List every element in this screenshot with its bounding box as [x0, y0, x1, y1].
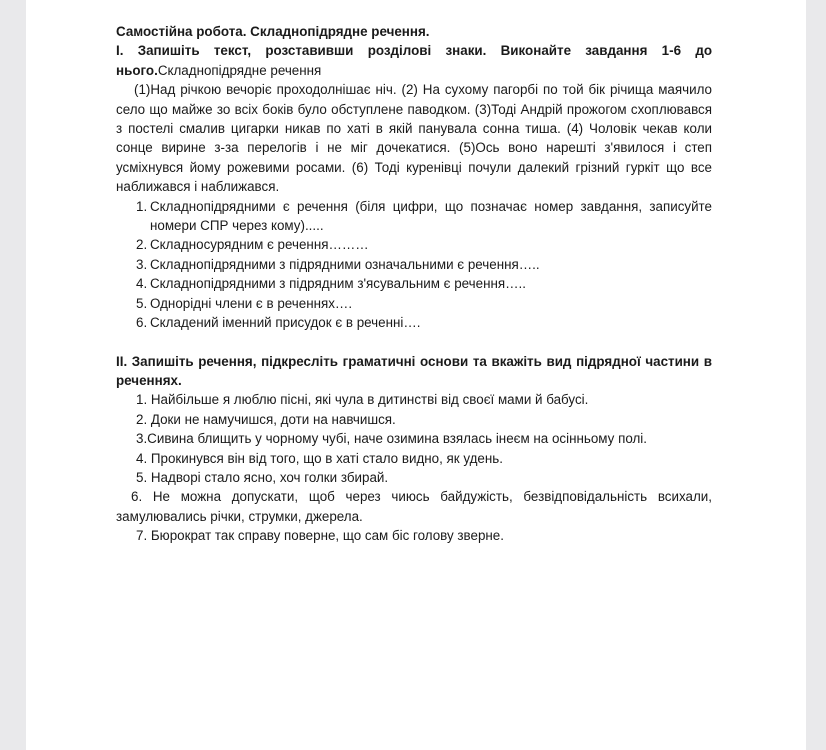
question-text: Складнопідрядними з підрядними означальними є речення…..: [150, 256, 540, 272]
task-2-sentence: 3.Сивина блищить у чорному чубі, наче озимина взялась інеєм на осінньому полі.: [136, 431, 647, 447]
document-content: [116, 22, 712, 546]
task-1-questions: [116, 197, 712, 333]
question-number: 2.: [136, 237, 148, 253]
question-number: 3.: [136, 256, 148, 272]
question-number: 4.: [136, 276, 148, 292]
document-title: Самостійна робота. Складнопідрядне речення.: [116, 24, 430, 39]
task-1-heading-tail: Складнопідрядне речення: [157, 62, 322, 78]
question-number: 1.: [136, 198, 148, 214]
task-2-sentence: 1. Найбільше я люблю пісні, які чула в дитинстві від своєї мами й бабусі.: [136, 392, 589, 408]
question-text: Однорідні члени є в реченнях….: [150, 295, 353, 311]
task-1-question: [116, 255, 712, 274]
question-text: Складений іменний присудок є в реченні….: [150, 315, 421, 331]
question-text: Складнопідрядними є речення (біля цифри, що позначає номер завдання, записуйте номери СПР через кому).....: [150, 198, 712, 234]
task-1-text: (1)Над річкою вечоріє проходолнішає ніч. (2) На сухому пагорбі по той бік річища маячило село що майже зо всіх боків було обступлене паводком. (3)Тоді Андрій прожогом схоплювався з постелі смалив цигарки никав по хаті в якій панувала сонна тиша. (4) Чоловік чекав коли сонце вирине з-за перелогів і не міг дочекатися. (5)Ось воно нарешті з'явилося і степ усміхнувся йому рожевими росами. (6) Тоді куренівці почули далекий грізний гуркіт що все наближався і наближався.: [116, 82, 712, 195]
task-1-question: [116, 294, 712, 313]
task-1-question: [116, 197, 712, 236]
task-2-sentences: [116, 390, 712, 545]
document-page: [26, 0, 806, 750]
question-text: Складносурядним є речення………: [150, 237, 369, 253]
task-2-sentence: 7. Бюрократ так справу поверне, що сам біс голову зверне.: [136, 528, 504, 544]
task-2-sentence: 2. Доки не намучишся, доти на навчишся.: [136, 411, 396, 427]
section-gap: [116, 333, 712, 352]
task-1-question: [116, 313, 712, 332]
task-1-heading-text: І. Запишіть текст, розставивши розділові знаки. Виконайте завдання 1-6 до нього.: [116, 43, 712, 78]
task-2-heading: ІІ. Запишіть речення, підкресліть граматичні основи та вкажіть вид підрядної частини в реченнях.: [116, 353, 712, 388]
question-text: Складнопідрядними з підрядним з'ясувальним є речення…..: [150, 276, 526, 292]
task-1-heading: [116, 41, 712, 80]
question-number: 5.: [136, 295, 148, 311]
task-1-question: [116, 235, 712, 254]
question-number: 6.: [136, 315, 148, 331]
task-2-sentence: 6. Не можна допускати, щоб через чиюсь байдужість, безвідповідальність всихали, замулювались річки, струмки, джерела.: [116, 489, 712, 524]
task-1-question: [116, 274, 712, 293]
task-2-sentence: 5. Надворі стало ясно, хоч голки збирай.: [136, 469, 389, 485]
task-2-sentence: 4. Прокинувся він від того, що в хаті стало видно, як удень.: [136, 450, 503, 466]
